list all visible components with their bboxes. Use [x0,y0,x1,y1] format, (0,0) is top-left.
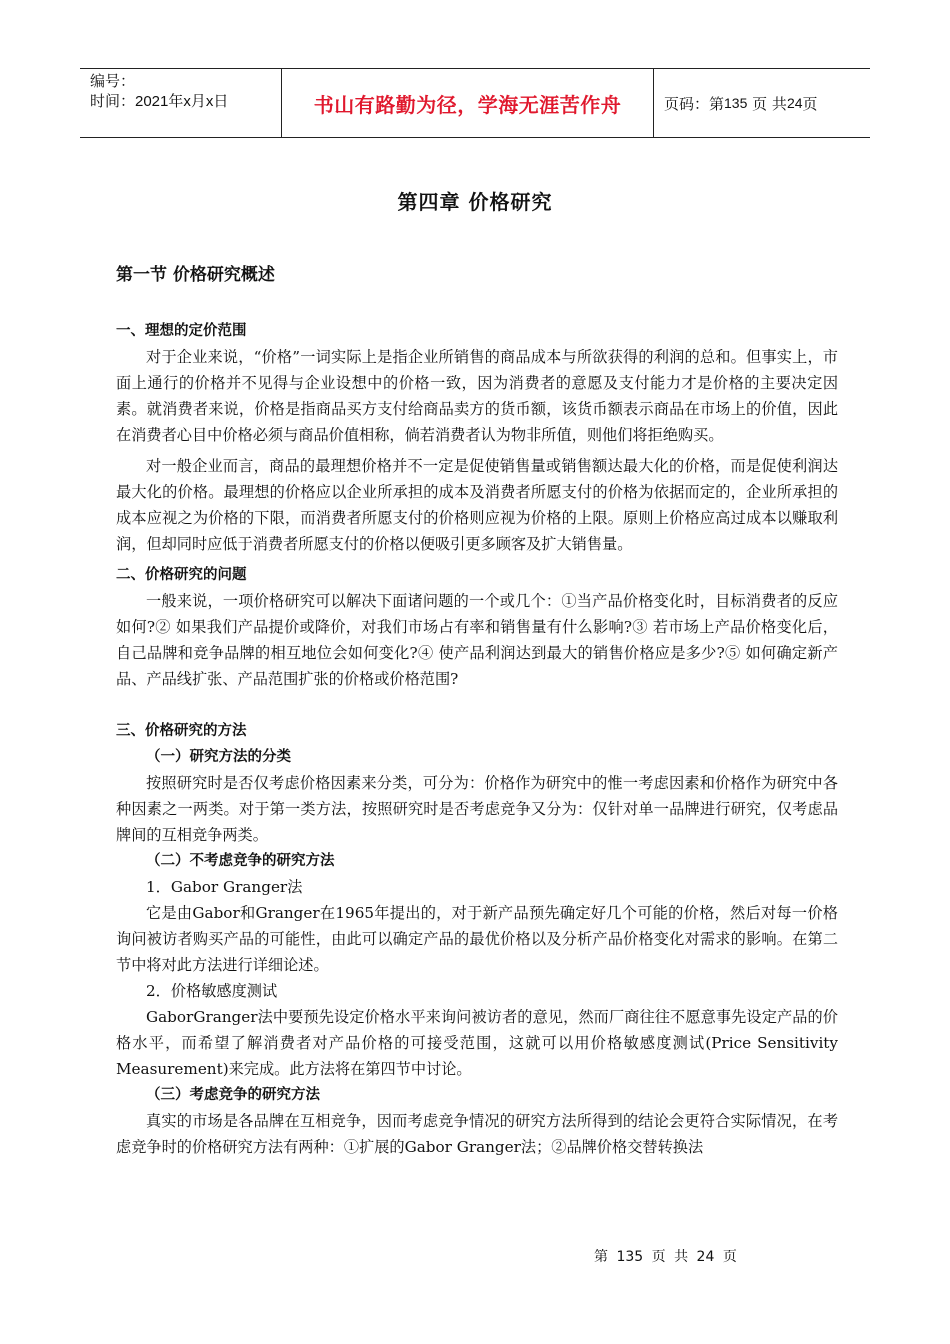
heading-competition-methods: （三）考虑竞争的研究方法 [146,1087,320,1103]
footer-prefix: 第 [594,1249,608,1265]
page-footer [594,1246,737,1266]
heading-ideal-price-range: 一、理想的定价范围 [116,323,247,339]
paragraph-ideal-2: 对一般企业而言，商品的最理想价格并不一定是促使销售量或销售额达最大化的价格，而是促使利润达最大化的价格。最理想的价格应以企业所承担的成本及消费者所愿支付的价格为依据而定的，企业所承担的成本应视之为价格的下限，而消费者所愿支付的价格则应视为价格的上限。原则上价格应高过成本以赚取利润，但却同时应低于消费者所愿支付的价格以便吸引更多顾客及扩大销售量。 [116,457,838,553]
header-page-current: 135 [724,95,748,111]
item-price-sensitivity: 2．价格敏感度测试 [146,982,278,1000]
header-meta [80,69,282,137]
section-title: 第一节 价格研究概述 [116,265,275,285]
header-page-info [654,69,870,137]
item-gabor-granger: 1．Gabor Granger法 [146,878,303,896]
footer-page-total: 24 [696,1249,715,1265]
heading-price-research-problems: 二、价格研究的问题 [116,567,247,583]
header-page-total: 24 [786,95,803,111]
header-date: 时间：2021年x月x日 [90,93,229,110]
document-body [116,318,838,1160]
paragraph-method-classification: 按照研究时是否仅考虑价格因素来分类，可分为：价格作为研究中的惟一考虑因素和价格作为研究中各种因素之一两类。对于第一类方法，按照研究时是否考虑竞争又分为：仅针对单一品牌进行研究，仅考虑品牌间的互相竞争两类。 [116,774,838,844]
footer-mid: 页 共 [651,1249,689,1265]
header-page-end: 页 [802,94,818,113]
page-header [80,68,870,138]
header-page-mid: 页 共 [752,94,787,113]
header-motto: 书山有路勤为径，学海无涯苦作舟 [282,69,654,137]
paragraph-problems: 一般来说，一项价格研究可以解决下面诸问题的一个或几个：①当产品价格变化时，目标消费者的反应如何?② 如果我们产品提价或降价，对我们市场占有率和销售量有什么影响?③ 若市场上产品价格变化后，自己品牌和竞争品牌的相互地位会如何变化?④ 使产品利润达到最大的销售价格应是多少?⑤ 如何确定新产品、产品线扩张、产品范围扩张的价格或价格范围? [116,592,838,688]
header-number-label: 编号： [90,73,136,90]
chapter-title: 第四章 价格研究 [397,190,553,214]
heading-price-research-methods: 三、价格研究的方法 [116,723,247,739]
heading-method-classification: （一）研究方法的分类 [146,749,291,765]
footer-suffix: 页 [722,1249,737,1265]
paragraph-gabor-granger: 它是由Gabor和Granger在1965年提出的，对于新产品预先确定好几个可能的价格，然后对每一价格询问被访者购买产品的可能性，由此可以确定产品的最优价格以及分析产品价格变化对需求的影响。在第二节中将对此方法进行详细论述。 [116,904,838,974]
header-page-label: 页码：第 [664,94,725,113]
paragraph-price-sensitivity: GaborGranger法中要预先设定价格水平来询问被访者的意见，然而厂商往往不愿意事先设定产品的价格水平，而希望了解消费者对产品价格的可接受范围，这就可以用价格敏感度测试(Price Sensitivity Measurement)来完成。此方法将在第四节中讨论。 [116,1008,838,1078]
paragraph-ideal-1: 对于企业来说，“价格”一词实际上是指企业所销售的商品成本与所欲获得的利润的总和。但事实上，市面上通行的价格并不见得与企业设想中的价格一致，因为消费者的意愿及支付能力才是价格的主要决定因素。就消费者来说，价格是指商品买方支付给商品卖方的货币额，该货币额表示商品在市场上的价值，因此在消费者心目中价格必须与商品价值相称，倘若消费者认为物非所值，则他们将拒绝购买。 [116,348,838,444]
footer-page-current: 135 [616,1249,644,1265]
heading-non-competition-methods: （二）不考虑竞争的研究方法 [146,853,335,869]
paragraph-competition: 真实的市场是各品牌在互相竞争，因而考虑竞争情况的研究方法所得到的结论会更符合实际情况，在考虑竞争时的价格研究方法有两种：①扩展的Gabor Granger法；②品牌价格交替转换法 [116,1112,838,1156]
